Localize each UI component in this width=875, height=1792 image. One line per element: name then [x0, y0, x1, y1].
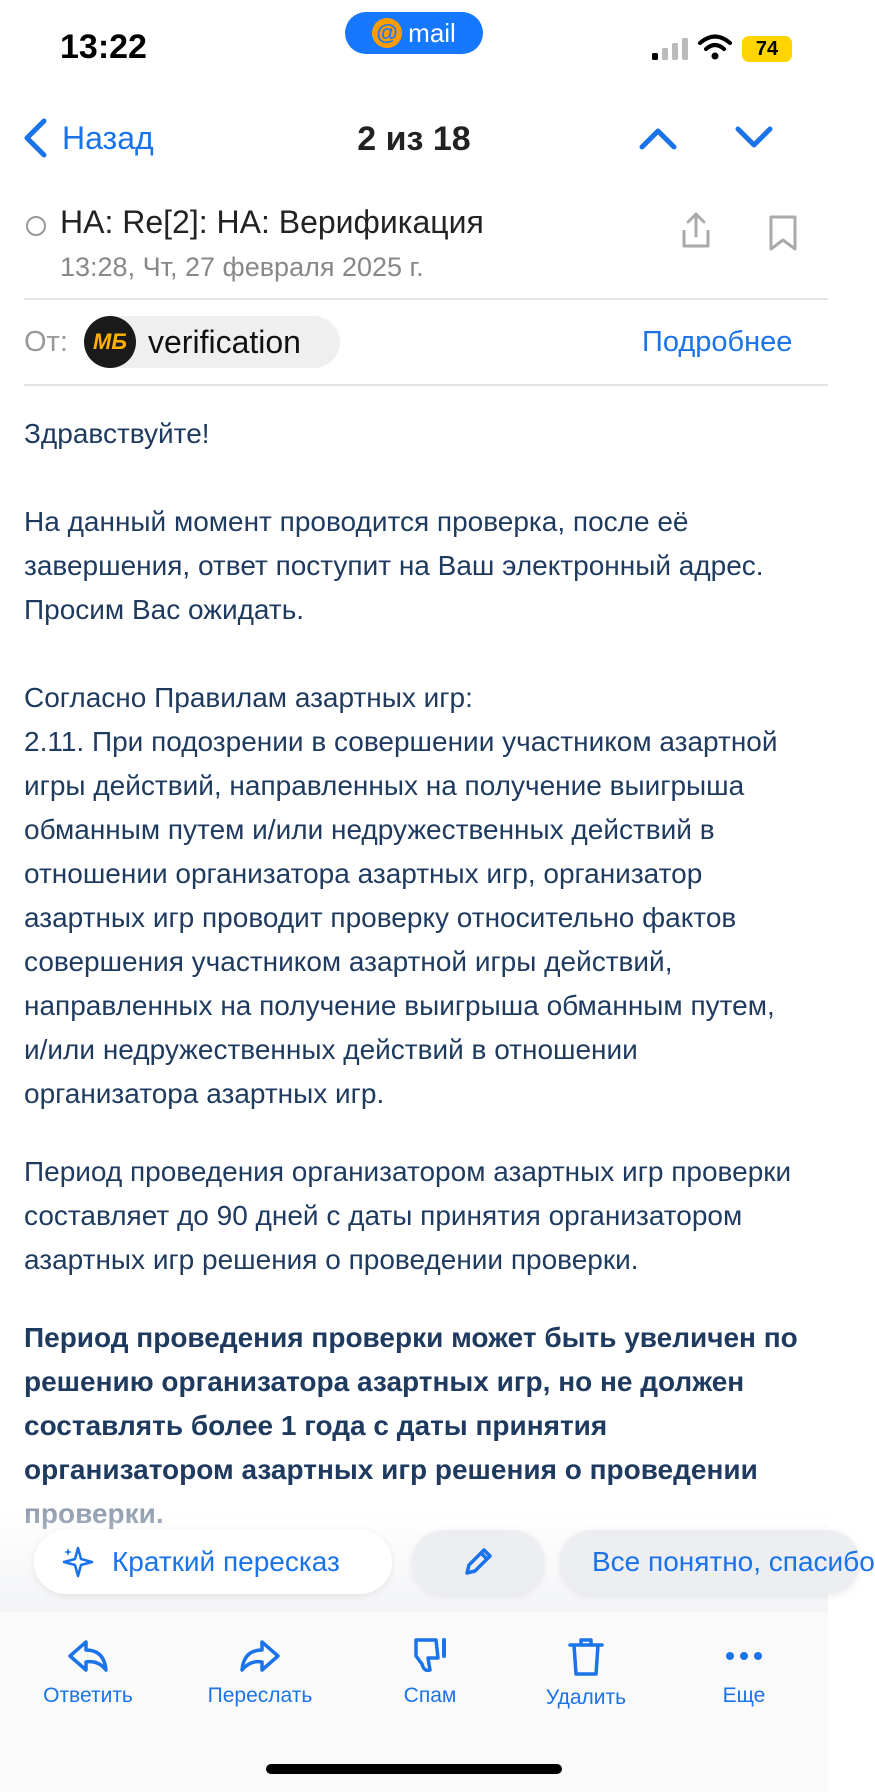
details-link[interactable]: Подробнее — [642, 326, 793, 358]
more-button[interactable] — [674, 1636, 814, 1708]
forward-label: Переслать — [207, 1684, 313, 1707]
forward-button[interactable] — [190, 1636, 330, 1708]
spam-label: Спам — [403, 1684, 457, 1707]
body-paragraph: Период проведения организатором азартных игр проверки составляет до 90 дней с даты принятия организатором азартных игр решения о проведении проверки. — [24, 1156, 792, 1275]
bookmark-icon[interactable] — [768, 214, 798, 252]
sparkle-icon — [60, 1544, 96, 1580]
mail-app-badge[interactable] — [345, 12, 483, 54]
spam-button[interactable] — [360, 1636, 500, 1708]
body-rules-text: 2.11. При подозрении в совершении участником азартной игры действий, направленных на получение выигрыша обманным путем и/или недружественных действий в отношении организатора азартных игр, организатор азартных игр проводит проверку относительно фактов совершения участником азартной игры действий, направленных на получение выигрыша обманным путем, и/или недружественных действий в отношении организатора азартных игр. — [24, 726, 778, 1109]
delete-label: Удалить — [545, 1686, 627, 1709]
message-counter: 2 из 18 — [357, 120, 471, 158]
unread-toggle-icon[interactable] — [26, 216, 46, 236]
status-time: 13:22 — [60, 28, 147, 66]
divider — [24, 298, 828, 300]
sender-avatar: МБ — [84, 316, 136, 368]
smart-reply-button[interactable]: Все понятно, спасибо — [560, 1530, 860, 1594]
more-icon — [722, 1636, 766, 1676]
message-date: 13:28, Чт, 27 февраля 2025 г. — [60, 252, 424, 282]
at-icon: @ — [372, 18, 402, 48]
back-label: Назад — [62, 119, 154, 156]
cellular-signal-icon — [652, 38, 692, 60]
sender-name: verification — [148, 323, 301, 360]
wifi-icon — [698, 34, 732, 60]
share-icon[interactable] — [676, 210, 716, 250]
body-paragraph: На данный момент проводится проверка, после её завершения, ответ поступит на Ваш электронный адрес. Просим Вас ожидать. — [24, 506, 764, 625]
summary-button[interactable] — [34, 1530, 392, 1594]
reply-icon — [66, 1636, 110, 1676]
message-subject: НА: Re[2]: НА: Верификация — [60, 204, 484, 240]
body-greeting: Здравствуйте! — [24, 418, 210, 449]
from-label: От: — [24, 326, 68, 358]
reply-label: Ответить — [43, 1684, 133, 1707]
battery-indicator: 74 — [742, 36, 792, 62]
previous-message-button[interactable] — [638, 124, 678, 152]
mail-app-label: mail — [408, 17, 456, 48]
home-indicator[interactable] — [266, 1764, 562, 1774]
summary-label: Краткий пересказ — [112, 1546, 340, 1577]
more-label: Еще — [722, 1684, 766, 1707]
compose-reply-button[interactable] — [412, 1530, 544, 1594]
body-bold-paragraph: Период проведения проверки может быть увеличен по решению организатора азартных игр, но не должен составлять более 1 года с даты принятия организатором азартных игр решения о проведении — [24, 1322, 798, 1485]
body-rules-title: Согласно Правилам азартных игр: — [24, 682, 473, 713]
divider — [24, 384, 828, 386]
reply-button[interactable] — [18, 1636, 158, 1708]
forward-icon — [238, 1636, 282, 1676]
thumbs-down-icon — [408, 1636, 452, 1676]
pencil-icon — [461, 1545, 495, 1579]
delete-button[interactable] — [516, 1636, 656, 1710]
sender-chip[interactable] — [84, 316, 340, 368]
message-body — [24, 412, 804, 1536]
trash-icon — [566, 1636, 606, 1678]
next-message-button[interactable] — [734, 124, 774, 152]
